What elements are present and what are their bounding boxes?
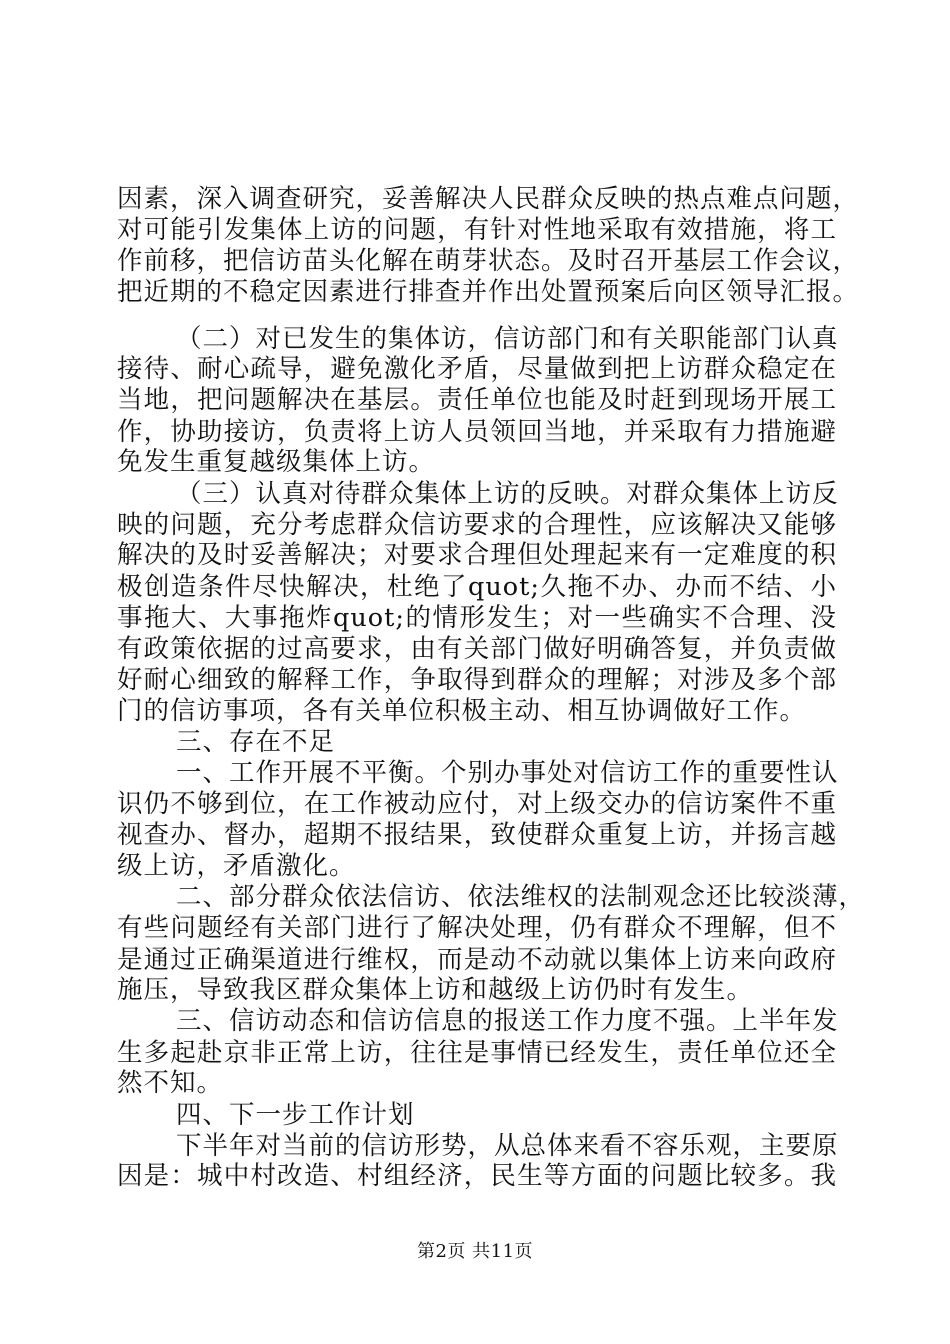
text-line: 然不知。 bbox=[117, 1068, 224, 1098]
text-line: 三、信访动态和信访信息的报送工作力度不强。上半年发 bbox=[176, 1006, 839, 1036]
text-line: 级上访，矛盾激化。 bbox=[117, 851, 356, 881]
text-line: 事拖大、大事拖炸quot;的情形发生；对一些确实不合理、没 bbox=[117, 603, 837, 633]
text-line: 因是：城中村改造、村组经济，民生等方面的问题比较多。我 bbox=[117, 1161, 837, 1191]
text-line: 有政策依据的过高要求，由有关部门做好明确答复，并负责做 bbox=[117, 634, 837, 664]
text-line: 施压，导致我区群众集体上访和越级上访仍时有发生。 bbox=[117, 975, 754, 1005]
text-line: 有些问题经有关部门进行了解决处理，仍有群众不理解，但不 bbox=[117, 913, 837, 943]
text-line: 是通过正确渠道进行维权，而是动不动就以集体上访来向政府 bbox=[117, 945, 837, 975]
text-line: 把近期的不稳定因素进行排查并作出处置预案后向区领导汇报。 bbox=[117, 277, 860, 307]
text-line: 免发生重复越级集体上访。 bbox=[117, 447, 436, 477]
text-line: 二、部分群众依法信访、依法维权的法制观念还比较淡薄， bbox=[176, 882, 866, 912]
text-line: 极创造条件尽快解决，杜绝了quot;久拖不办、办而不结、小 bbox=[117, 572, 837, 602]
text-line: 识仍不够到位，在工作被动应付，对上级交办的信访案件不重 bbox=[117, 789, 837, 819]
page-number-footer: 第2页 共11页 bbox=[416, 1241, 534, 1262]
text-line: 接待、耐心疏导，避免激化矛盾，尽量做到把上访群众稳定在 bbox=[117, 354, 837, 384]
text-line: 一、工作开展不平衡。个别办事处对信访工作的重要性认 bbox=[176, 758, 839, 788]
section-heading: 四、下一步工作计划 bbox=[176, 1100, 415, 1130]
text-line: （二）对已发生的集体访，信访部门和有关职能部门认真 bbox=[176, 324, 839, 354]
text-line: 对可能引发集体上访的问题，有针对性地采取有效措施，将工 bbox=[117, 215, 837, 245]
section-heading: 三、存在不足 bbox=[176, 727, 336, 757]
text-line: 因素，深入调查研究，妥善解决人民群众反映的热点难点问题， bbox=[117, 184, 860, 214]
text-line: （三）认真对待群众集体上访的反映。对群众集体上访反 bbox=[176, 479, 839, 509]
text-line: 映的问题，充分考虑群众信访要求的合理性，应该解决又能够 bbox=[117, 510, 837, 540]
text-line: 生多起赴京非正常上访，往往是事情已经发生，责任单位还全 bbox=[117, 1038, 837, 1068]
text-line: 作前移，把信访苗头化解在萌芽状态。及时召开基层工作会议， bbox=[117, 246, 860, 276]
text-line: 作，协助接访，负责将上访人员领回当地，并采取有力措施避 bbox=[117, 417, 837, 447]
text-line: 好耐心细致的解释工作，争取得到群众的理解；对涉及多个部 bbox=[117, 665, 837, 695]
text-line: 下半年对当前的信访形势，从总体来看不容乐观，主要原 bbox=[176, 1131, 839, 1161]
text-line: 解决的及时妥善解决；对要求合理但处理起来有一定难度的积 bbox=[117, 540, 837, 570]
text-line: 门的信访事项，各有关单位积极主动、相互协调做好工作。 bbox=[117, 696, 807, 726]
text-line: 视查办、督办，超期不报结果，致使群众重复上访，并扬言越 bbox=[117, 820, 837, 850]
text-line: 当地，把问题解决在基层。责任单位也能及时赶到现场开展工 bbox=[117, 385, 837, 415]
